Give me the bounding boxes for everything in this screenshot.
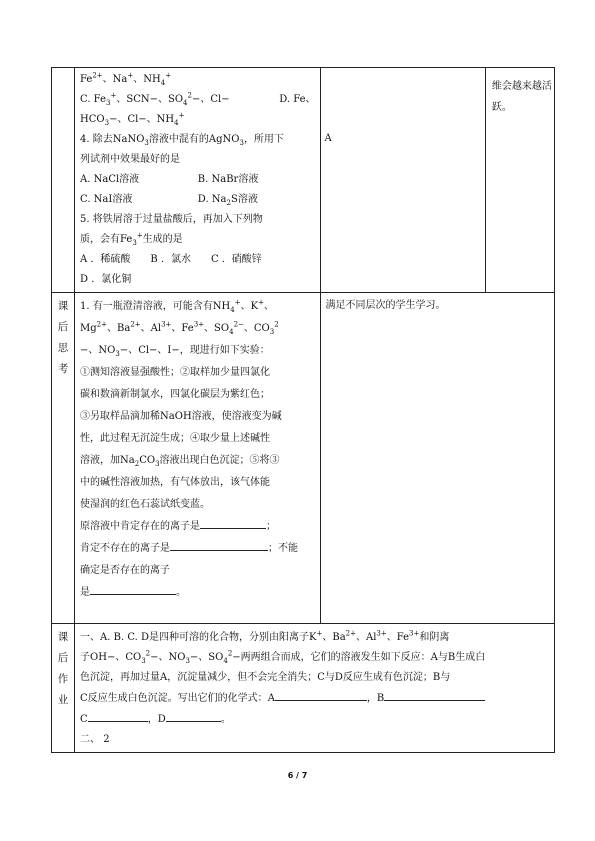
thinking-line-8: 溶液，加$Na_2CO_3$溶液出现白色沉淀；⑤将③ bbox=[80, 455, 280, 468]
thinking-line-6: ③另取样品滴加稀NaOH溶液，使溶液变为碱 bbox=[80, 411, 282, 422]
blank-present-ions[interactable] bbox=[200, 516, 266, 529]
row2-note-cell bbox=[320, 293, 554, 624]
fill-line-uncertain-2: 是 。 bbox=[80, 582, 315, 604]
row3-label: 课 后 作 业 bbox=[57, 631, 69, 706]
thinking-line-5: 碳和数滴新制氯水，四氯化碳层为紫红色； bbox=[80, 389, 271, 400]
homework-line-2: 子OH−、$CO_3^2-$、$NO_3-$、$SO_4^2-$两两组合而成，它们的溶液发生如下反应：A与B生成白 bbox=[80, 649, 486, 665]
q5-options-line1: A ．稀硫酸 B ．氯水 C ．硝酸锌 bbox=[80, 254, 262, 265]
row-exercise bbox=[52, 68, 555, 293]
q3-tail-line: $Fe^{2+}$、Na+、$NH_4^+$ bbox=[80, 71, 172, 87]
thinking-line-3: −、$NO_3-$、Cl−、I−，现进行如下实验： bbox=[80, 345, 270, 358]
blank-a[interactable] bbox=[275, 688, 367, 701]
row3-label-cell bbox=[52, 624, 75, 753]
thinking-line-10: 使湿润的红色石蕊试纸变蓝。 bbox=[80, 499, 211, 510]
q3-d-line2: $HCO_3-$、Cl−、$NH_4^+$ bbox=[80, 111, 185, 127]
answer-text: A bbox=[324, 133, 332, 144]
lesson-table bbox=[51, 67, 555, 753]
homework-line-1: 一、A. B. C. D是四种可溶的化合物，分别由阳离子K+、$Ba^{2+}$、$Al^{3+}$、$Fe^{3+}$和阴离 bbox=[80, 629, 450, 643]
thinking-line-2: $Mg^{2+}$、$Ba^{2+}$、$Al^{3+}$、$Fe^{3+}$、$SO_4^{2-}$、$CO_3^2$ bbox=[80, 320, 279, 336]
fill-line-present: 原溶液中肯定存在的离子是 ； bbox=[80, 516, 315, 538]
page-number: 6 / 7 bbox=[287, 771, 308, 780]
homework-line-5: C ，D 。 bbox=[80, 709, 550, 730]
homework-line-3: 色沉淀，再加过量A，沉淀量减少，但不会完全消失；C与D反应生成有色沉淀；B与 bbox=[80, 672, 451, 683]
q4-stem-2: 列试剂中效果最好的是 bbox=[80, 154, 181, 165]
q4-options-ab bbox=[80, 170, 315, 190]
q4-option-c: C. NaI溶液 bbox=[80, 194, 133, 205]
homework-q2: 二、 2 bbox=[80, 734, 110, 745]
fill-line-absent: 肯定不存在的离子是 ；不能 bbox=[80, 538, 315, 560]
q4-option-d: D. $Na_2S$溶液 bbox=[197, 194, 258, 207]
q5-stem-2: 质，会有$Fe_3^+$生成的是 bbox=[80, 231, 183, 247]
homework-line-4: C反应生成白色沉淀。写出它们的化学式：A ，B bbox=[80, 688, 550, 709]
row3-content-cell bbox=[75, 624, 555, 753]
thinking-line-4: ①测知溶液显强酸性；②取样加少量四氯化 bbox=[80, 367, 271, 378]
blank-b[interactable] bbox=[384, 688, 485, 701]
row2-label: 课 后 思 考 bbox=[57, 300, 69, 375]
row-after-class-thinking bbox=[52, 293, 555, 624]
row2-content-cell bbox=[75, 293, 320, 624]
row1-note: 维会越来越活跃。 bbox=[491, 81, 552, 113]
thinking-line-7: 性，此过程无沉淀生成；④取少量上述碱性 bbox=[80, 433, 271, 444]
q3-cd-line: C. $Fe_3^+$、SCN−、$SO_4^2-$、Cl− D. Fe、 bbox=[80, 91, 316, 107]
fill-line-uncertain-1: 确定是否存在的离子 bbox=[80, 565, 171, 576]
q4-option-b: B. NaBr溶液 bbox=[197, 174, 259, 185]
blank-absent-ions[interactable] bbox=[170, 538, 268, 551]
blank-c[interactable] bbox=[88, 709, 148, 722]
row2-label-cell bbox=[52, 293, 75, 624]
q5-options-line2: D ．氯化铜 bbox=[80, 274, 132, 285]
row1-note-cell bbox=[485, 68, 554, 293]
row-homework bbox=[52, 624, 555, 753]
q4-option-a: A. NaCl溶液 bbox=[80, 174, 140, 185]
blank-uncertain-ions[interactable] bbox=[90, 582, 176, 595]
row2-note: 满足不同层次的学生学习。 bbox=[325, 300, 446, 311]
row1-answer-cell bbox=[320, 68, 485, 293]
row1-content-cell bbox=[75, 68, 320, 293]
q4-stem-1: 4. 除去NaNO$_3$溶液中混有的AgNO$_3$，所用下 bbox=[80, 134, 284, 147]
q4-options-cd bbox=[80, 190, 315, 210]
q5-stem-1: 5. 将铁屑溶于过量盐酸后，再加入下列物 bbox=[80, 214, 263, 225]
blank-d[interactable] bbox=[166, 709, 221, 722]
row1-label-cell bbox=[52, 68, 75, 293]
thinking-line-9: 中的碱性溶液加热，有气体放出，该气体能 bbox=[80, 477, 271, 488]
thinking-line-1: 1. 有一瓶澄清溶液，可能含有$NH_4^+$、K+、 bbox=[80, 298, 274, 314]
